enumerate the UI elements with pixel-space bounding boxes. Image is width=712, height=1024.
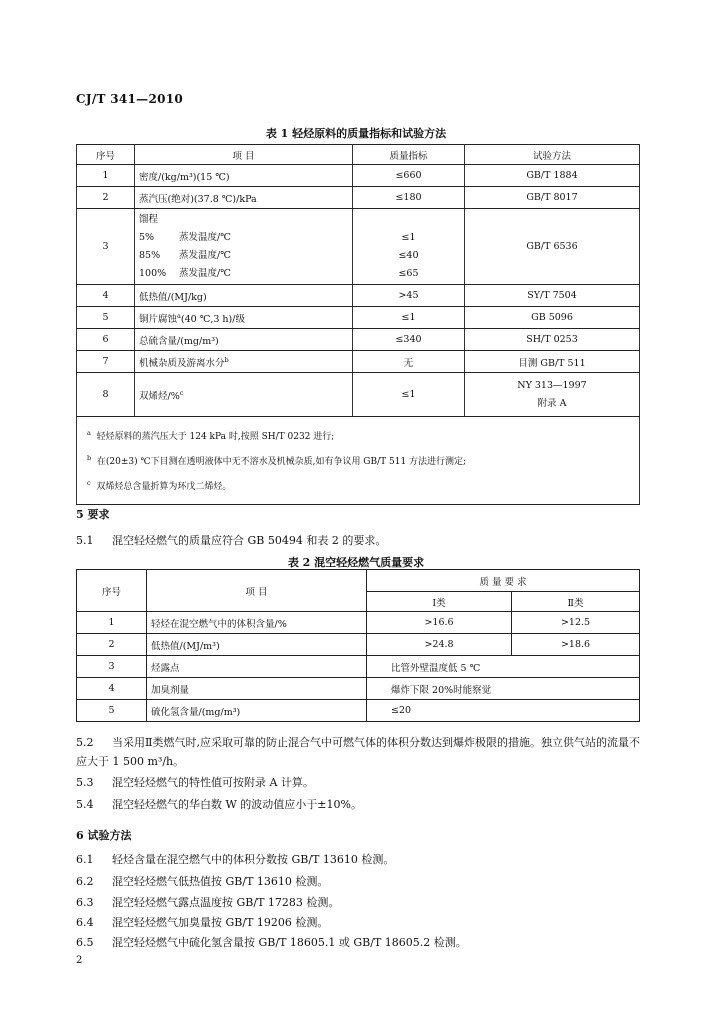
row-method: SH/T 0253 — [465, 329, 640, 351]
row-item: 低热值/(MJ/kg) — [135, 285, 353, 307]
table1-caption: 表 1 轻烃原料的质量指标和试验方法 — [265, 127, 447, 140]
table1-header-no: 序号 — [77, 145, 135, 165]
footnote: $^a$ 轻烃原料的蒸汽压大于 124 kPa 时,按照 SH/T 0232 进行; — [87, 429, 335, 442]
row-value: 无 — [353, 351, 465, 373]
row-method: GB/T 6536 — [465, 209, 640, 285]
sub-name: 蒸发温度/℃ — [179, 249, 231, 261]
row-no: 5 — [77, 307, 135, 329]
table1-header-method: 试验方法 — [465, 145, 640, 165]
table2-header-group: 质 量 要 求 — [367, 570, 640, 592]
page-number: 2 — [76, 955, 83, 966]
row-no: 2 — [77, 634, 147, 656]
sub-name: 蒸发温度/℃ — [179, 231, 231, 243]
row-item: 铜片腐蚀$^a$(40 ℃,3 h)/级 — [135, 307, 353, 329]
row-no: 5 — [77, 700, 147, 722]
row-item: 轻烃在混空燃气中的体积含量/% — [147, 612, 367, 634]
row-value: ≤1 — [353, 307, 465, 329]
table2-caption: 表 2 混空轻烃燃气质量要求 — [287, 556, 425, 569]
row-method: 目测 GB/T 511 — [465, 351, 640, 373]
row-method: GB/T 8017 — [465, 187, 640, 209]
table-row — [77, 187, 640, 209]
sub-pct: 100% — [139, 267, 167, 279]
document-code: CJ/T 341—2010 — [76, 92, 184, 106]
footnote: $^c$ 双烯烃总含量折算为环戊二烯烃。 — [87, 479, 232, 492]
table-row — [77, 612, 640, 634]
row-class1: >16.6 — [367, 612, 512, 634]
clause-6-4: 6.4 混空轻烃燃气加臭量按 GB/T 19206 检测。 — [76, 916, 329, 929]
clause-5-3: 5.3 混空轻烃燃气的特性值可按附录 A 计算。 — [76, 776, 314, 789]
row-item: 低热值/(MJ/m³) — [147, 634, 367, 656]
row-no: 7 — [77, 351, 135, 373]
table-row — [77, 678, 640, 700]
row-value: ≤660 — [353, 165, 465, 187]
table-row — [77, 656, 640, 678]
row-value: ≤1 — [353, 373, 465, 417]
row-no: 1 — [77, 165, 135, 187]
row-value — [353, 209, 465, 285]
distillation-sub — [139, 247, 348, 265]
table2-header-row — [77, 570, 640, 592]
row-no: 6 — [77, 329, 135, 351]
table-row — [77, 329, 640, 351]
table-row — [77, 209, 640, 285]
sub-name: 蒸发温度/℃ — [179, 267, 231, 279]
table-row — [77, 307, 640, 329]
row-class1: >24.8 — [367, 634, 512, 656]
section6-heading: 6 试验方法 — [76, 829, 132, 842]
sub-pct: 85% — [139, 249, 161, 261]
sub-value: ≤40 — [398, 249, 419, 261]
row-merged: 比管外壁温度低 5 ℃ — [367, 656, 640, 678]
clause-5-2: 5.2 当采用Ⅱ类燃气时,应采取可靠的防止混合气中可燃气体的体积分数达到爆炸极限的措施。独立供气站的流量不应大于 1 500 m³/h。 — [76, 736, 640, 768]
row-method: SY/T 7504 — [465, 285, 640, 307]
row-class2: >12.5 — [512, 612, 640, 634]
row-item — [135, 209, 353, 285]
row-method: GB 5096 — [465, 307, 640, 329]
table2-header-class2: Ⅱ类 — [512, 592, 640, 612]
clause-5-1: 5.1 混空轻烃燃气的质量应符合 GB 50494 和表 2 的要求。 — [76, 534, 387, 547]
row-value: ≤340 — [353, 329, 465, 351]
section5-heading: 5 要求 — [76, 508, 110, 521]
table2-header-class1: Ⅰ类 — [367, 592, 512, 612]
clause-6-1: 6.1 轻烃含量在混空燃气中的体积分数按 GB/T 13610 检测。 — [76, 853, 395, 866]
footnote-mark: b — [224, 355, 229, 364]
table1-header-value: 质量指标 — [353, 145, 465, 165]
row-merged: ≤20 — [367, 700, 640, 722]
row-value: ≤180 — [353, 187, 465, 209]
row-no: 4 — [77, 678, 147, 700]
row-method: NY 313—1997 附录 A — [465, 373, 640, 417]
table-row — [77, 700, 640, 722]
table1-header-item: 项 目 — [135, 145, 353, 165]
sub-value: ≤1 — [401, 231, 416, 243]
row-item: 硫化氢含量/(mg/m³) — [147, 700, 367, 722]
row-class2: >18.6 — [512, 634, 640, 656]
sub-value: ≤65 — [398, 267, 419, 279]
row-merged: 爆炸下限 20%时能察觉 — [367, 678, 640, 700]
table2-header-item: 项 目 — [147, 570, 367, 612]
row-item: 机械杂质及游离水分$^b$ — [135, 351, 353, 373]
sub-pct: 5% — [139, 231, 155, 243]
table2-header-no: 序号 — [77, 570, 147, 612]
row-no: 2 — [77, 187, 135, 209]
table-row — [77, 165, 640, 187]
footnote: $^b$ 在(20±3) ℃下目测在透明液体中无不溶水及机械杂质,如有争议用 GB/T 511 方法进行测定; — [87, 454, 467, 467]
row-item: 烃露点 — [147, 656, 367, 678]
row-no: 3 — [77, 656, 147, 678]
row-no: 8 — [77, 373, 135, 417]
row-item: 总硫含量/(mg/m³) — [135, 329, 353, 351]
table2 — [76, 569, 640, 722]
row-method: GB/T 1884 — [465, 165, 640, 187]
distillation-sub — [139, 265, 348, 283]
row-item: 加臭剂量 — [147, 678, 367, 700]
table1 — [76, 144, 640, 505]
clause-6-5: 6.5 混空轻烃燃气中硫化氢含量按 GB/T 18605.1 或 GB/T 18605.2 检测。 — [76, 936, 467, 949]
table1-footnotes — [77, 417, 640, 505]
row-item: 密度/(kg/m³)(15 ℃) — [135, 165, 353, 187]
table-row — [77, 634, 640, 656]
footnote-mark: a — [177, 311, 181, 320]
row-value: >45 — [353, 285, 465, 307]
row-item: 蒸汽压(绝对)(37.8 ℃)/kPa — [135, 187, 353, 209]
row-no: 1 — [77, 612, 147, 634]
row-no: 3 — [77, 209, 135, 285]
clause-6-2: 6.2 混空轻烃燃气低热值按 GB/T 13610 检测。 — [76, 875, 329, 888]
footnote-mark: c — [179, 388, 184, 397]
clause-6-3: 6.3 混空轻烃燃气露点温度按 GB/T 17283 检测。 — [76, 896, 340, 909]
table-row — [77, 285, 640, 307]
clause-5-4: 5.4 混空轻烃燃气的华白数 W 的波动值应小于±10%。 — [76, 798, 362, 811]
row-no: 4 — [77, 285, 135, 307]
distillation-sub — [139, 229, 348, 247]
table1-header-row — [77, 145, 640, 165]
table-row — [77, 351, 640, 373]
row-item: 双烯烃/%$^c$ — [135, 373, 353, 417]
distillation-title: 馏程 — [139, 213, 159, 225]
table-row — [77, 373, 640, 417]
